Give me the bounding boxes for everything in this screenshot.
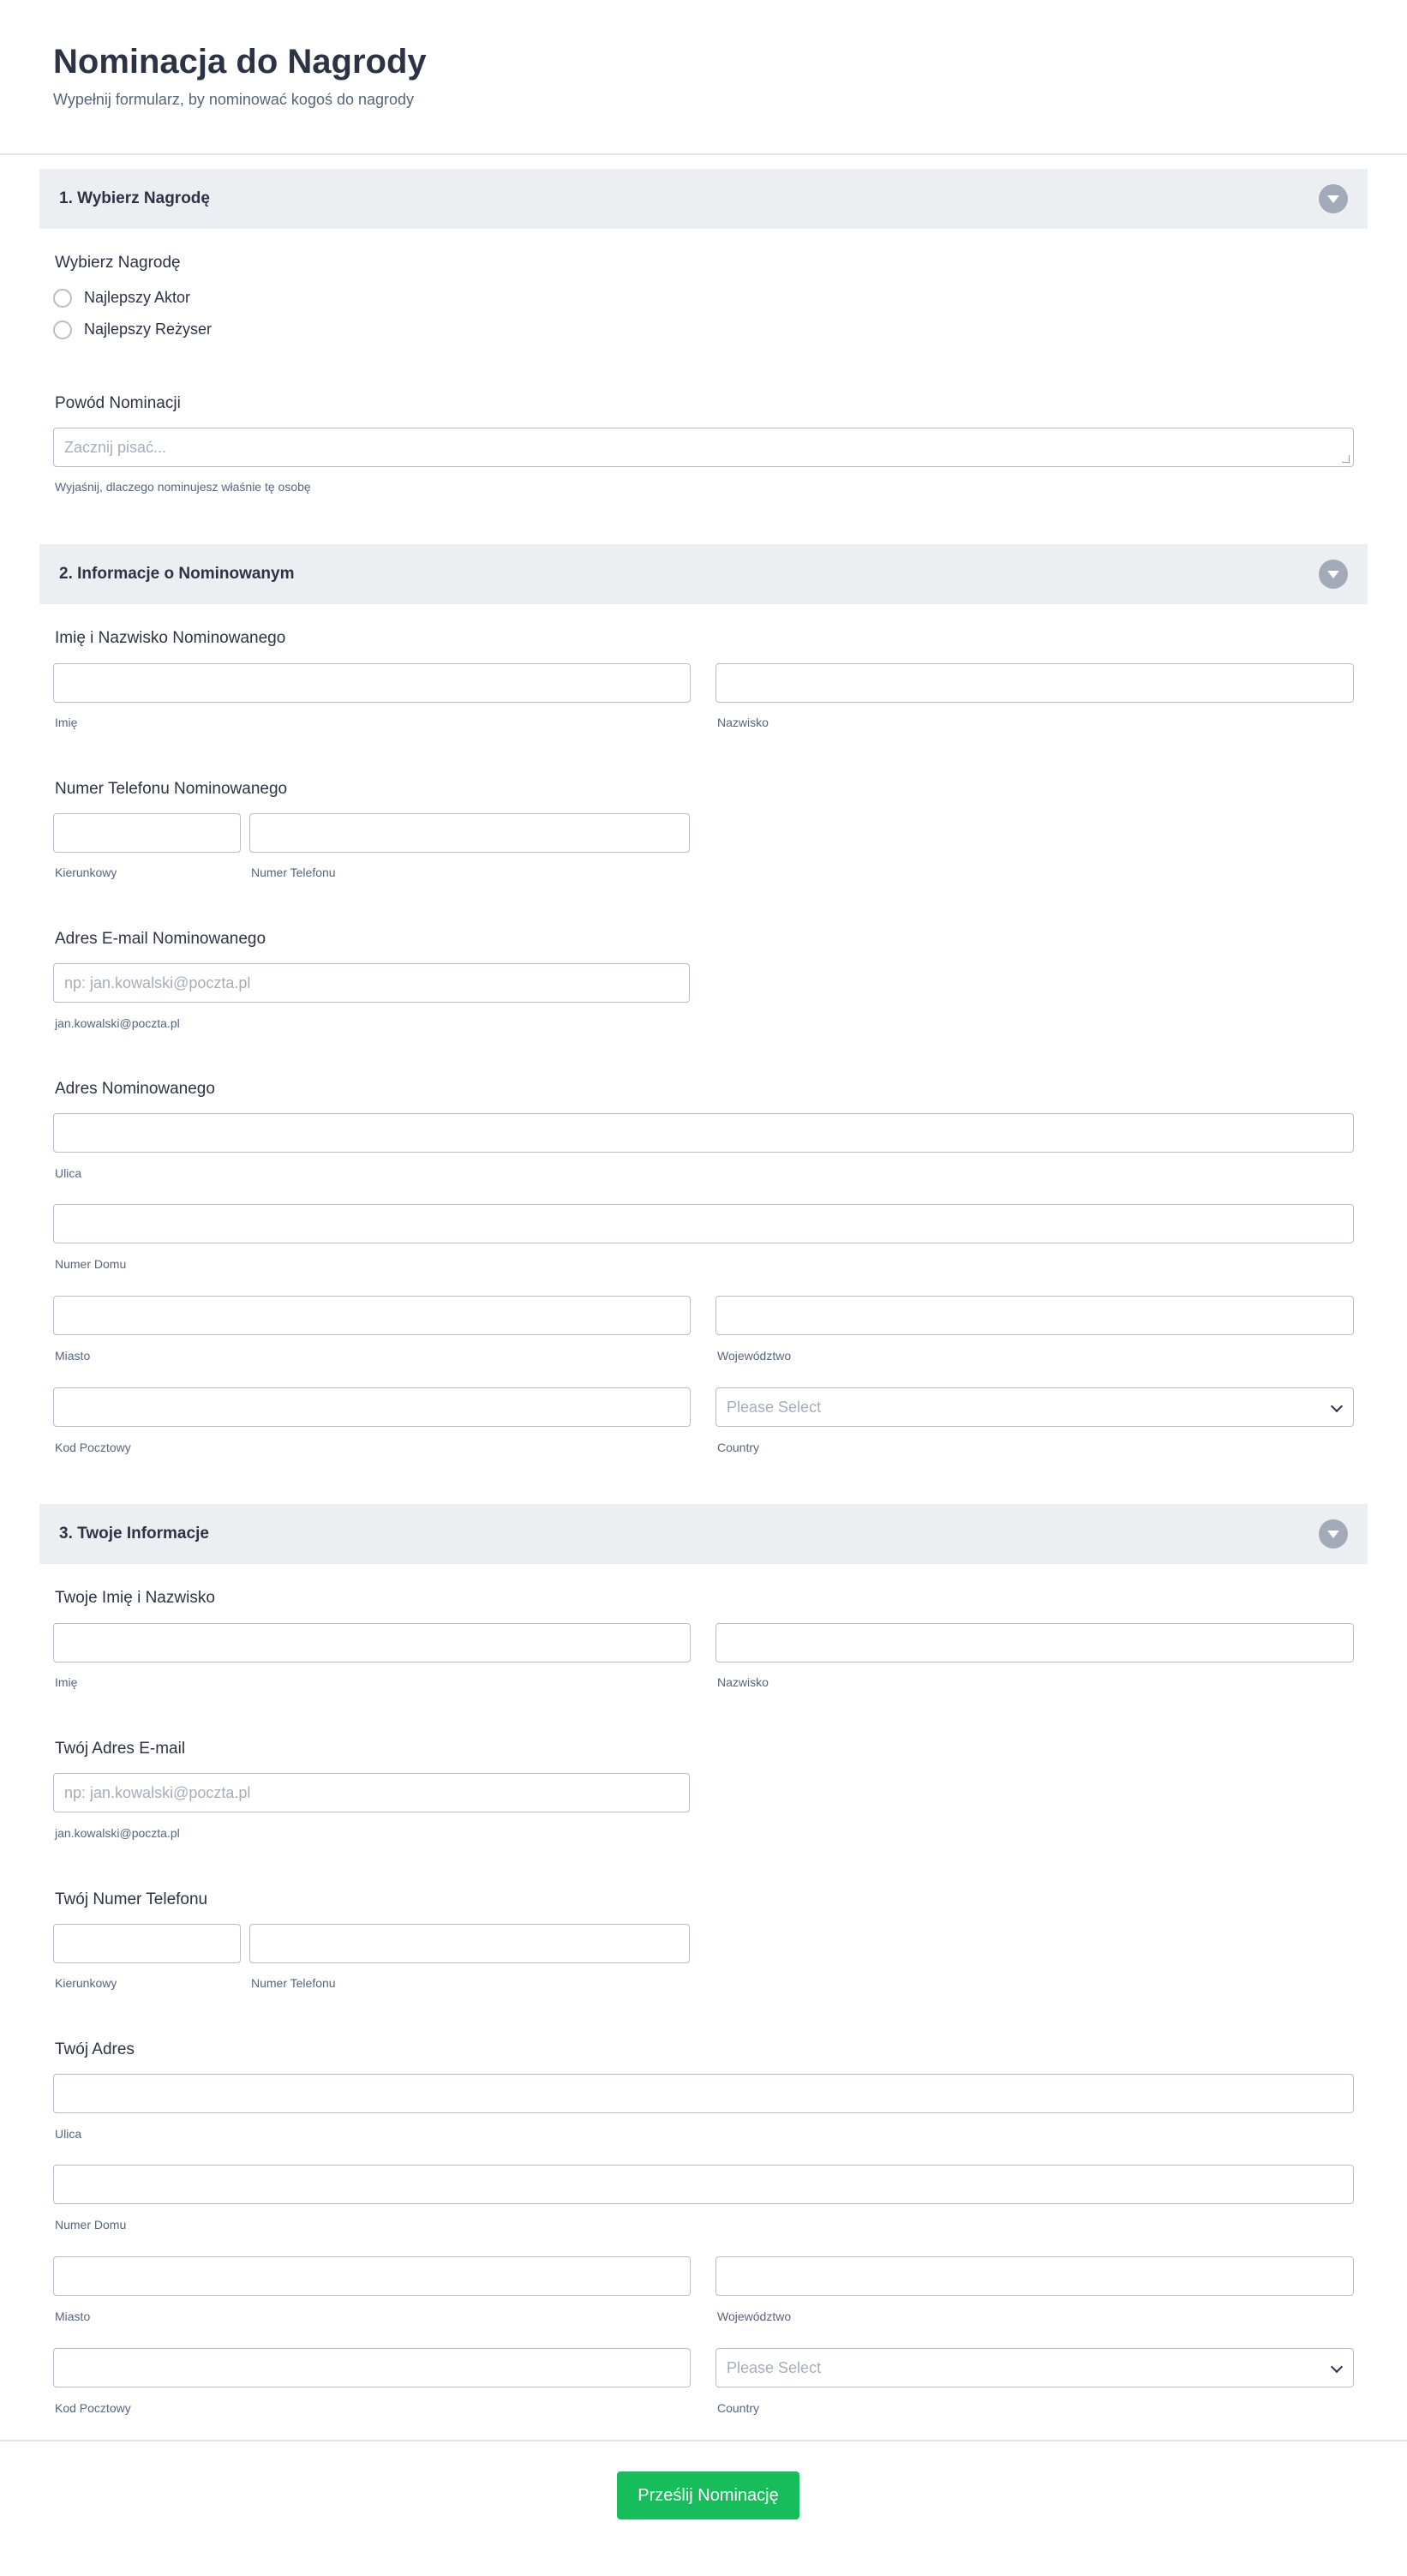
- state-sublabel: Województwo: [717, 1349, 792, 1363]
- your-state-input[interactable]: [715, 2256, 1354, 2296]
- country-sublabel: Country: [717, 2401, 760, 2415]
- your-zip-input[interactable]: [53, 2348, 691, 2387]
- page-title: Nominacja do Nagrody: [53, 43, 427, 81]
- state-sublabel: Województwo: [717, 2309, 792, 2323]
- zip-sublabel: Kod Pocztowy: [55, 1441, 131, 1454]
- resize-handle-icon[interactable]: [1342, 455, 1350, 463]
- your-email-label: Twój Adres E-mail: [55, 1740, 186, 1758]
- reason-placeholder: Zacznij pisać...: [64, 439, 167, 456]
- house-number-sublabel: Numer Domu: [55, 1257, 127, 1271]
- area-code-sublabel: Kierunkowy: [55, 1976, 117, 1990]
- form-header: [0, 0, 1407, 155]
- your-phone-label: Twój Numer Telefonu: [55, 1890, 208, 1908]
- section-title: 1. Wybierz Nagrodę: [59, 189, 210, 207]
- email-hint: jan.kowalski@poczta.pl: [55, 1826, 180, 1840]
- nominee-last-name-input[interactable]: [715, 663, 1354, 703]
- radio-best-director[interactable]: [53, 321, 72, 339]
- phone-sublabel: Numer Telefonu: [251, 1976, 336, 1990]
- your-city-input[interactable]: [53, 2256, 691, 2296]
- last-name-sublabel: Nazwisko: [717, 1675, 769, 1689]
- email-placeholder: np: jan.kowalski@poczta.pl: [64, 974, 251, 991]
- radio-label-best-director[interactable]: Najlepszy Reżyser: [84, 321, 213, 338]
- nominee-zip-input[interactable]: [53, 1387, 691, 1427]
- country-placeholder: Please Select: [727, 2359, 822, 2376]
- your-street-input[interactable]: [53, 2074, 1354, 2113]
- email-hint: jan.kowalski@poczta.pl: [55, 1016, 180, 1030]
- collapse-toggle-icon[interactable]: [1319, 560, 1348, 589]
- nominee-country-select[interactable]: [715, 1387, 1354, 1427]
- zip-sublabel: Kod Pocztowy: [55, 2401, 131, 2415]
- radio-best-actor[interactable]: [53, 289, 72, 308]
- country-sublabel: Country: [717, 1441, 760, 1454]
- your-email-input[interactable]: [53, 1773, 690, 1812]
- first-name-sublabel: Imię: [55, 716, 78, 729]
- street-sublabel: Ulica: [55, 2127, 82, 2141]
- your-phone-input[interactable]: [249, 1924, 690, 1963]
- area-code-sublabel: Kierunkowy: [55, 866, 117, 879]
- your-name-label: Twoje Imię i Nazwisko: [55, 1589, 215, 1607]
- section-nominee-header[interactable]: [39, 544, 1368, 604]
- your-last-name-input[interactable]: [715, 1623, 1354, 1662]
- nominee-state-input[interactable]: [715, 1296, 1354, 1335]
- chevron-down-icon: [1331, 2361, 1343, 2373]
- nominee-email-input[interactable]: [53, 963, 690, 1003]
- reason-hint: Wyjaśnij, dlaczego nominujesz właśnie tę osobę: [55, 480, 311, 494]
- your-country-select[interactable]: [715, 2348, 1354, 2387]
- last-name-sublabel: Nazwisko: [717, 716, 769, 729]
- chevron-down-icon: [1331, 1400, 1343, 1412]
- section-award-header[interactable]: [39, 169, 1368, 229]
- street-sublabel: Ulica: [55, 1166, 82, 1180]
- radio-label-best-actor[interactable]: Najlepszy Aktor: [84, 289, 191, 306]
- house-number-sublabel: Numer Domu: [55, 2218, 127, 2232]
- section-title: 2. Informacje o Nominowanym: [59, 565, 295, 583]
- nominee-email-label: Adres E-mail Nominowanego: [55, 930, 266, 948]
- city-sublabel: Miasto: [55, 2309, 91, 2323]
- your-house-number-input[interactable]: [53, 2165, 1354, 2204]
- nominee-phone-label: Numer Telefonu Nominowanego: [55, 780, 288, 798]
- phone-sublabel: Numer Telefonu: [251, 866, 336, 879]
- form-footer-divider: [0, 2440, 1407, 2441]
- page-subtitle: Wypełnij formularz, by nominować kogoś do nagrody: [53, 91, 415, 108]
- reason-label: Powód Nominacji: [55, 394, 181, 412]
- section-title: 3. Twoje Informacje: [59, 1525, 209, 1543]
- country-placeholder: Please Select: [727, 1399, 822, 1416]
- submit-button[interactable]: Prześlij Nominację: [617, 2471, 799, 2519]
- nominee-house-number-input[interactable]: [53, 1204, 1354, 1243]
- city-sublabel: Miasto: [55, 1349, 91, 1363]
- first-name-sublabel: Imię: [55, 1675, 78, 1689]
- nominee-address-label: Adres Nominowanego: [55, 1080, 215, 1098]
- nominee-first-name-input[interactable]: [53, 663, 691, 703]
- nominee-name-label: Imię i Nazwisko Nominowanego: [55, 629, 286, 647]
- nominee-phone-input[interactable]: [249, 813, 690, 853]
- your-address-label: Twój Adres: [55, 2040, 135, 2058]
- collapse-toggle-icon[interactable]: [1319, 184, 1348, 213]
- nominee-area-code-input[interactable]: [53, 813, 241, 853]
- nominee-street-input[interactable]: [53, 1113, 1354, 1153]
- collapse-toggle-icon[interactable]: [1319, 1519, 1348, 1549]
- email-placeholder: np: jan.kowalski@poczta.pl: [64, 1784, 251, 1801]
- section-your-info-header[interactable]: [39, 1504, 1368, 1564]
- reason-textarea[interactable]: [53, 428, 1354, 467]
- your-first-name-input[interactable]: [53, 1623, 691, 1662]
- nominee-city-input[interactable]: [53, 1296, 691, 1335]
- your-area-code-input[interactable]: [53, 1924, 241, 1963]
- award-label: Wybierz Nagrodę: [55, 254, 181, 272]
